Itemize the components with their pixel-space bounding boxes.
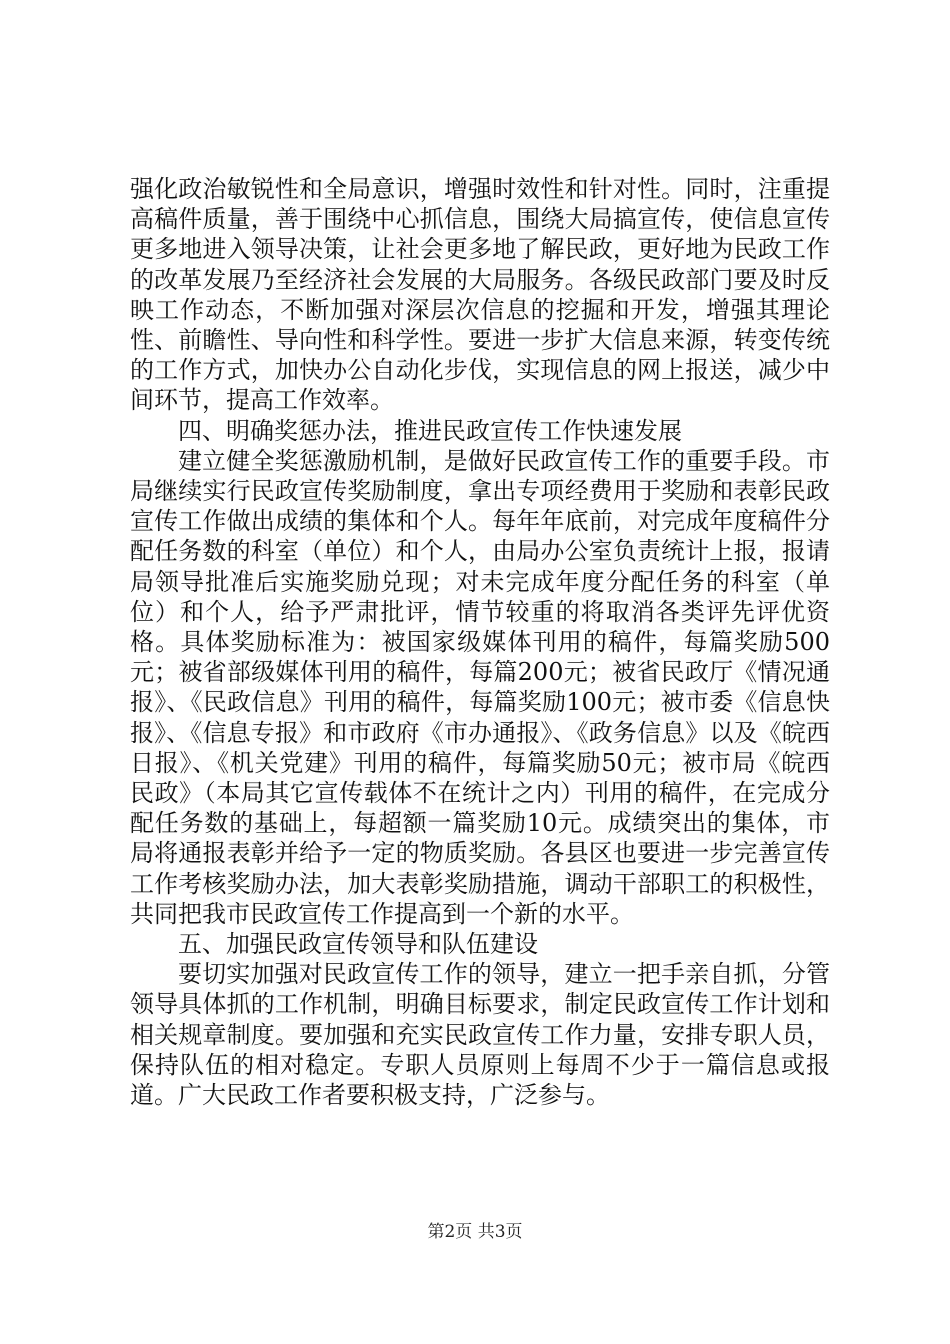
section-heading-4: 四、明确奖惩办法，推进民政宣传工作快速发展 [178,416,682,445]
page-footer: 第2页 共3页 [427,1222,523,1242]
paragraph-leadership: 要切实加强对民政宣传工作的领导，建立一把手亲自抓，分管领导具体抓的工作机制，明确目标要求，制定民政宣传工作计划和相关规章制度。要加强和充实民政宣传工作力量，安排专职人员，保持队伍的相对稳定。专职人员原则上每周不少于一篇信息或报道。广大民政工作者要积极支持，广泛参与。 [130,960,830,1110]
paragraph-rewards: 建立健全奖惩激励机制，是做好民政宣传工作的重要手段。市局继续实行民政宣传奖励制度，拿出专项经费用于奖励和表彰民政宣传工作做出成绩的集体和个人。每年年底前，对完成年度稿件分配任务数的科室（单位）和个人，由局办公室负责统计上报，报请局领导批准后实施奖励兑现；对未完成年度分配任务的科室（单位）和个人，给予严肃批评，情节较重的将取消各类评先评优资格。具体奖励标准为：被国家级媒体刊用的稿件，每篇奖励500元；被省部级媒体刊用的稿件，每篇200元；被省民政厅《情况通报》、《民政信息》刊用的稿件，每篇奖励100元；被市委《信息快报》、《信息专报》和市政府《市办通报》、《政务信息》以及《皖西日报》、《机关党建》刊用的稿件，每篇奖励50元；被市局《皖西民政》（本局其它宣传载体不在统计之内）刊用的稿件，在完成分配任务数的基础上，每超额一篇奖励10元。成绩突出的集体，市局将通报表彰并给予一定的物质奖励。各县区也要进一步完善宣传工作考核奖励办法，加大表彰奖励措施，调动干部职工的积极性，共同把我市民政宣传工作提高到一个新的水平。 [130,446,830,928]
paragraph-continuation: 强化政治敏锐性和全局意识，增强时效性和针对性。同时，注重提高稿件质量，善于围绕中心抓信息，围绕大局搞宣传，使信息宣传更多地进入领导决策，让社会更多地了解民政，更好地为民政工作的改革发展乃至经济社会发展的大局服务。各级民政部门要及时反映工作动态，不断加强对深层次信息的挖掘和开发，增强其理论性、前瞻性、导向性和科学性。要进一步扩大信息来源，转变传统的工作方式，加快办公自动化步伐，实现信息的网上报送，减少中间环节，提高工作效率。 [130,175,830,415]
document-body [130,174,830,1110]
section-heading-5: 五、加强民政宣传领导和队伍建设 [178,930,538,959]
